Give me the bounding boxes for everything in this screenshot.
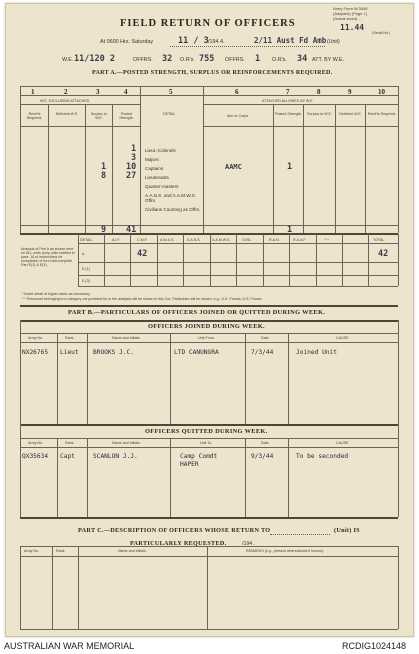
part-c-unit-label: (Unit) IS bbox=[334, 527, 360, 534]
quitted-col-unit: Unit To. bbox=[200, 441, 213, 445]
part-c-title: PART C.—DESCRIPTION OF OFFICERS WHOSE RETURN TO bbox=[78, 527, 271, 534]
unit-name: 2/11 Aust Fd Amb bbox=[254, 36, 327, 45]
head-surplus-left: Surplus to W.E. bbox=[90, 112, 108, 120]
joined-title: OFFICERS JOINED DURING WEEK. bbox=[148, 323, 265, 330]
rank-captains: Captains bbox=[145, 166, 164, 171]
ors2-label: O.R's. bbox=[272, 57, 287, 63]
analysis-row-e3: E.(3) bbox=[82, 279, 90, 283]
joined-name: BROOKS J.C. bbox=[93, 349, 134, 356]
archive-id: RCDIG1024148 bbox=[342, 641, 407, 651]
footnote-1: * Insert detail of higher ranks as necessary. bbox=[22, 292, 91, 296]
posted-lieutenants: 27 bbox=[126, 171, 137, 181]
quitted-army-no: QX35634 bbox=[22, 453, 49, 460]
return-date: 11 / 3 bbox=[178, 36, 209, 46]
col-num-10: 10 bbox=[378, 88, 385, 96]
detail-label: DETAIL bbox=[163, 112, 176, 116]
col-num-7: 7 bbox=[286, 88, 290, 96]
analysis-col-aans: A.A.N.S. bbox=[187, 238, 201, 242]
posted-captains: 10 bbox=[126, 162, 137, 172]
surplus-lieutenants: 8 bbox=[101, 171, 107, 181]
att-label: ATT. BY W.E. bbox=[312, 57, 345, 63]
analysis-col-raaf: R.A.A.F. bbox=[293, 238, 307, 242]
col-num-5: 5 bbox=[169, 88, 173, 96]
analysis-note: Analysis of Part A as shown here for ALL units (only units notified in para. 16 of instructions for completion of form will complete Part E(1) & E(3). bbox=[21, 247, 75, 267]
head-deficient-right: Deficient W.E. bbox=[339, 112, 362, 116]
quitted-name: SCANLON J.J. bbox=[93, 453, 138, 460]
part-c-col-army-no: Army No. bbox=[24, 549, 39, 553]
we-label: W.E. bbox=[62, 57, 74, 63]
analysis-col-civil: CIVIL. bbox=[242, 238, 252, 242]
analysis-total-value: 42 bbox=[378, 249, 389, 259]
col-num-2: 2 bbox=[64, 88, 68, 96]
archive-credit: AUSTRALIAN WAR MEMORIAL bbox=[4, 641, 135, 651]
att-posted-value: 1 bbox=[287, 162, 293, 172]
rank-qm: Quarter-masters bbox=[145, 184, 179, 189]
head-arm-corps: Arm or Corps. bbox=[226, 114, 250, 118]
col-num-9: 9 bbox=[348, 88, 352, 96]
joined-col-name: Name and Initials. bbox=[112, 336, 141, 340]
part-c-year: /194 . bbox=[242, 541, 255, 547]
analysis-col-other: * * bbox=[325, 238, 329, 242]
rank-aans: A.A.N.S. and A.A.M.W.S. Offrs. bbox=[145, 193, 197, 203]
offrs2-value: 1 bbox=[255, 54, 261, 64]
col-num-3: 3 bbox=[96, 88, 100, 96]
posted-lt-col: 1 bbox=[131, 144, 137, 154]
ors-label: O.R's. bbox=[180, 57, 195, 63]
joined-army-no: NX26765 bbox=[22, 349, 49, 356]
serial-label: (Serial No.) bbox=[372, 31, 391, 35]
footnote-2: * * Personnel belonging to a category not provided for in the analysis will be shown in this Col. Particulars will be shown, e.g., U.K. Forces; U.S. Forces bbox=[22, 297, 262, 301]
quitted-col-date: Date. bbox=[261, 441, 270, 445]
time-label: At 0600 Hrs. Saturday bbox=[100, 39, 154, 45]
attached-allowed-label: ATTACHED ALLOWED BY W.E. bbox=[262, 99, 314, 103]
joined-col-army-no: Army No. bbox=[28, 336, 43, 340]
quitted-unit: Camp Comdt bbox=[180, 453, 218, 460]
ors-value: 755 bbox=[199, 54, 215, 64]
joined-rank: Lieut bbox=[60, 349, 79, 356]
rank-majors: Majors bbox=[145, 157, 159, 162]
part-c-col-rank: Rank. bbox=[56, 549, 66, 553]
part-c-requested: PARTICULARLY REQUESTED. bbox=[130, 540, 227, 547]
col-num-4: 4 bbox=[124, 88, 128, 96]
analysis-row-e1: E.(1) bbox=[82, 267, 90, 271]
quitted-col-army-no: Army No. bbox=[28, 441, 43, 445]
analysis-col-detail: DETAIL. bbox=[80, 238, 94, 242]
part-c-col-remarks: REMARKS (e.g., present whereabouts if known). bbox=[246, 549, 324, 553]
analysis-col-aif: A.I.F. bbox=[112, 238, 121, 242]
col-num-6: 6 bbox=[235, 88, 239, 96]
posted-majors: 3 bbox=[131, 153, 137, 163]
joined-col-cause: CAUSE. bbox=[336, 336, 350, 340]
head-reinf-right: Reinf'ts Required. bbox=[367, 112, 397, 116]
joined-col-unit: Unit From. bbox=[198, 336, 215, 340]
col-num-8: 8 bbox=[317, 88, 321, 96]
offrs2-label: OFFRS. bbox=[225, 57, 245, 63]
quitted-col-rank: Rank. bbox=[65, 441, 75, 445]
ors2-value: 34 bbox=[297, 54, 308, 64]
return-year: /194 4. bbox=[208, 39, 225, 45]
analysis-col-awas: A.W.A.S. bbox=[160, 238, 175, 242]
rank-lieutenants: Lieutenants bbox=[145, 175, 169, 180]
total-surplus: 9 bbox=[101, 225, 107, 235]
total-att-posted: 1 bbox=[287, 225, 293, 235]
joined-col-date: Date. bbox=[261, 336, 270, 340]
head-deficient-left: Deficient W.E. bbox=[55, 112, 79, 116]
form-reference bbox=[333, 6, 405, 21]
part-c-col-name: Name and Initials. bbox=[118, 549, 147, 553]
page-title: FIELD RETURN OF OFFICERS bbox=[120, 18, 296, 29]
quitted-col-name: Name and Initials. bbox=[112, 441, 141, 445]
analysis-col-aamws: A.A.M.W.S. bbox=[212, 238, 231, 242]
we-excluding-label: W.E. EXCLUDING ATTACHED. bbox=[40, 99, 91, 103]
joined-unit: LTD CANUNGRA bbox=[174, 349, 219, 356]
form-ref-line2: (Adapted) (Page 1) bbox=[333, 11, 368, 16]
joined-cause: Joined Unit bbox=[296, 349, 337, 356]
col-num-1: 1 bbox=[31, 88, 35, 96]
serial-number: 11.44 bbox=[340, 23, 365, 32]
quitted-col-cause: CAUSE. bbox=[336, 441, 350, 445]
offrs-label: OFFRS. bbox=[133, 57, 153, 63]
analysis-row-a: A. bbox=[82, 252, 86, 256]
surplus-captains: 1 bbox=[101, 162, 107, 172]
arm-corps-value: AAMC bbox=[225, 163, 242, 171]
quitted-title: OFFICERS QUITTED DURING WEEK. bbox=[145, 428, 268, 435]
analysis-col-cmf: C.M.F. bbox=[137, 238, 148, 242]
quitted-date: 9/3/44 bbox=[251, 453, 274, 460]
part-b-title: PART B.—PARTICULARS OF OFFICERS JOINED OR QUITTED DURING WEEK. bbox=[68, 309, 326, 316]
we-value: 11/120 2 bbox=[74, 54, 115, 64]
form-ref-line1: Army Form W.3008 bbox=[333, 6, 368, 11]
rank-civilians: Civilians Counting as Offrs. bbox=[145, 207, 201, 212]
analysis-aif-value: 42 bbox=[137, 249, 148, 259]
analysis-col-total: TOTAL. bbox=[373, 238, 386, 242]
joined-date: 7/3/44 bbox=[251, 349, 274, 356]
head-surplus-right: Surplus to W.E. bbox=[307, 112, 332, 116]
analysis-col-ran: R.A.N. bbox=[269, 238, 280, 242]
head-posted-left: Posted Strength. bbox=[119, 112, 134, 120]
head-reinf-left: Reinf'ts Required. bbox=[26, 112, 43, 120]
joined-col-rank: Rank. bbox=[65, 336, 75, 340]
quitted-rank: Capt bbox=[60, 453, 75, 460]
unit-label: (Unit) bbox=[327, 39, 340, 45]
head-posted-right: Posted Strength. bbox=[275, 112, 302, 116]
total-posted: 41 bbox=[126, 225, 137, 235]
rank-lt-col: Lieut.-Colonels bbox=[145, 148, 176, 153]
form-ref-line3: (Actual sized) ... bbox=[333, 16, 362, 21]
part-a-title: PART A.—POSTED STRENGTH, SURPLUS OR REINFORCEMENTS REQUIRED. bbox=[92, 70, 333, 76]
quitted-cause: To be seconded bbox=[296, 453, 349, 460]
quitted-unit-line2: HAPER bbox=[180, 461, 199, 468]
offrs-value: 32 bbox=[162, 54, 173, 64]
